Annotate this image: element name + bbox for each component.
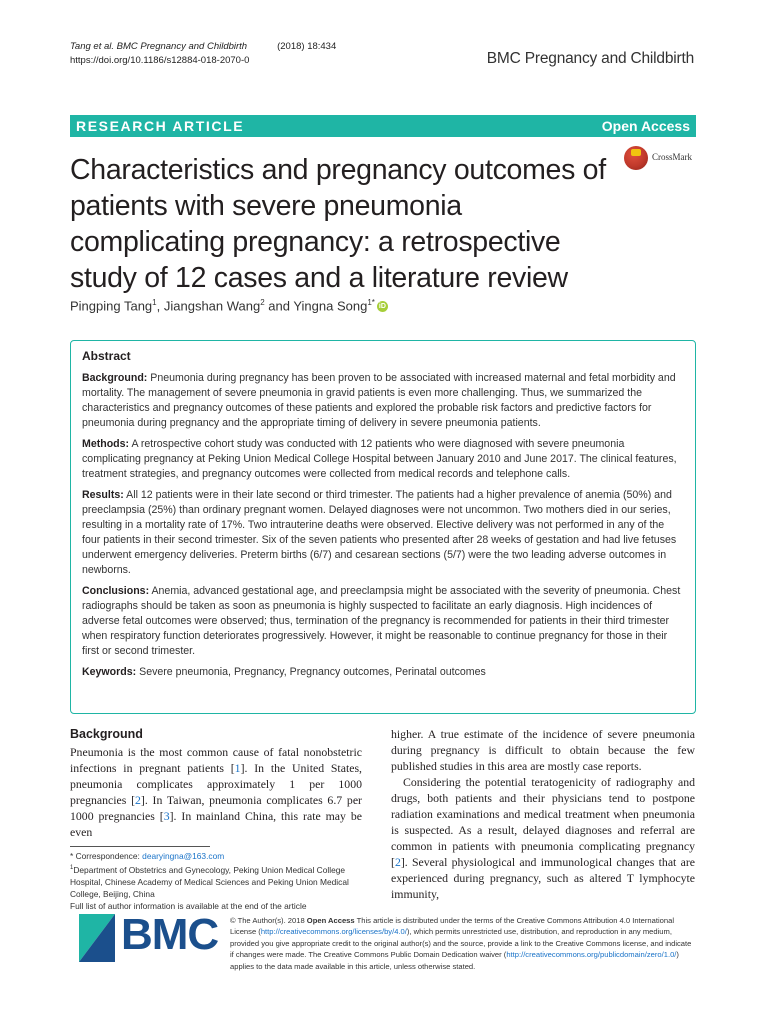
body-text: ]. In Taiwan, pneumonia complicates 6.7 per 1000 pregnancies [ [70, 793, 362, 823]
bmc-logo [79, 912, 219, 964]
author-separator: , [156, 298, 164, 314]
license-statement [230, 915, 696, 972]
article-type-banner [70, 115, 696, 137]
author-affiliation-sup: 2 [260, 298, 265, 307]
section-text: Severe pneumonia, Pregnancy, Pregnancy outcomes, Perinatal outcomes [139, 666, 486, 678]
citation-link[interactable]: 1 [234, 761, 241, 775]
abstract-keywords [82, 665, 684, 680]
author-name: Jiangshan Wang [163, 298, 261, 314]
article-type: RESEARCH ARTICLE [76, 118, 245, 134]
citation-link[interactable]: 2 [394, 855, 401, 869]
bmc-logo-icon [79, 914, 115, 962]
section-text: Anemia, advanced gestational age, and preeclampsia might be associated with the severity of pneumonia. Chest radiographs should be taken as soon as pneumonia is highly suspected to facilitate an early diagnosis. High incidences of adverse fetal outcomes were observed; thus, termination of the pregnancy is recommended for patients in their third trimester when respiratory function deteriorates progressively. However, it might be reasonable to continue pregnancy for those in their first or second trimester. [82, 585, 681, 657]
correspondence-email[interactable]: dearyingna@163.com [142, 851, 225, 861]
correspondence-label: * Correspondence: [70, 851, 143, 861]
open-access-label: Open Access [601, 118, 690, 134]
abstract-methods [82, 437, 684, 482]
body-paragraph: higher. A true estimate of the incidence of severe pneumonia during pregnancy is difficult to obtain because the few published studies in this area are mostly case reports. [391, 727, 695, 773]
section-label: Conclusions: [82, 585, 150, 597]
section-text: All 12 patients were in their late second or third trimester. The patients had a higher prevalence of anemia (50%) and preeclampsia (25%) than ordinary pregnant women. Delayed diagnoses were not uncommon. Two mothers died in our series, resulting in a mortality rate of 17%. Two intrauterine deaths were observed. Elective delivery was not performed in any of the four patients in their second trimester. Six of the seven patients who presented after 28 weeks of gestation and had live fetuses underwent emergency deliveries. Preterm births (6/7) and cesarean sections (5/7) were the two leading adverse outcomes in newborns. [82, 489, 677, 576]
body-paragraph [391, 774, 695, 902]
author-name: Yingna Song [293, 298, 368, 314]
footnote [70, 850, 370, 912]
footnote-divider [70, 846, 210, 847]
body-text: ]. In the United States, pneumonia complicates approximately 1 per 1000 pregnancies [ [70, 761, 363, 807]
body-text: ]. In mainland China, this rate may be even [70, 809, 362, 839]
bmc-logo-text: BMC [121, 910, 219, 959]
license-text: ), which permits unrestricted use, distribution, and reproduction in any medium, provided you give appropriate credit to the original author(s) and the source, provide a link to the Creative Commons license, and indicate if changes were made. The Creative Commons Public Domain Dedication waiver ( [230, 927, 692, 960]
journal-citation: Tang et al. BMC Pregnancy and Childbirth [70, 41, 248, 52]
author-name: Pingping Tang [70, 298, 153, 314]
running-header [70, 40, 336, 68]
author-affiliation-sup: 1* [367, 298, 375, 307]
section-label: Methods: [82, 438, 130, 450]
author-separator: and [264, 298, 294, 314]
crossmark-label: CrossMark [652, 152, 692, 162]
open-access-bold: Open Access [306, 916, 355, 925]
author-list [70, 298, 388, 313]
public-domain-link[interactable]: http://creativecommons.org/publicdomain/zero/1.0/ [506, 950, 677, 960]
year-volume: (2018) 18:434 [277, 41, 337, 52]
body-text: Pneumonia is the most common cause of fatal nonobstetric infections in pregnant patients [ [70, 745, 362, 775]
article-title: Characteristics and pregnancy outcomes of patients with severe pneumonia complicating pregnancy: a retrospective study of 12 cases and a literature review [70, 154, 606, 294]
section-text: Pneumonia during pregnancy has been proven to be associated with increased maternal and fetal morbidity and mortality. The management of severe pneumonia in gravid patients is even more challenging. Thus, we summarized the characteristics and pregnancy outcomes of these patients and explored the probable risk factors and predictive factors for pneumonia during pregnancy and the appropriate timing of delivery in severe pneumonia patients. [82, 372, 676, 429]
license-text: ) applies to the data made available in this article, unless otherwise stated. [230, 950, 679, 971]
body-text: ]. Several physiological and immunological changes that are experienced during pregnancy, such as altered T lymphocyte immunity, [391, 855, 695, 901]
section-label: Background: [82, 372, 148, 384]
license-link[interactable]: http://creativecommons.org/licenses/by/4.0/ [260, 927, 407, 937]
affiliation-sup: 1 [70, 865, 74, 871]
section-heading: Background [70, 727, 143, 741]
crossmark-badge[interactable] [624, 146, 706, 172]
doi-link[interactable]: https://doi.org/10.1186/s12884-018-2070-0 [70, 55, 250, 66]
section-text: A retrospective cohort study was conducted with 12 patients who were diagnosed with severe pneumonia complicating pregnancy at Peking Union Medical College Hospital between January 2010 and June 2017. The clinical features, treatment strategies, and pregnancy outcomes were collected from medical records and telephone calls. [82, 438, 677, 480]
author-affiliation-sup: 1 [152, 298, 157, 307]
body-column-left [70, 726, 362, 840]
abstract-background [82, 371, 684, 431]
affiliation-text: Department of Obstetrics and Gynecology, Peking Union Medical College Hospital, Chinese Academy of Medical Sciences and Peking Union Medical College, Beijing, China [70, 864, 349, 899]
license-text: This article is distributed under the terms of the Creative Commons Attribution 4.0 International License ( [230, 916, 675, 937]
body-text: Considering the potential teratogenicity of radiography and drugs, both patients and their physicians tend to postpone radiation examinations and medical treatment when pneumonia is suspected. As a result, delayed diagnoses and referral are common in patients with pneumonia complicating pregnancy [ [391, 775, 695, 869]
citation-link[interactable]: 3 [163, 809, 170, 823]
abstract-box [70, 340, 696, 714]
orcid-icon[interactable]: iD [378, 303, 386, 311]
journal-name: BMC Pregnancy and Childbirth [486, 50, 694, 67]
abstract-conclusions [82, 584, 684, 659]
body-paragraph [70, 744, 362, 840]
abstract-results [82, 488, 684, 578]
section-label: Results: [82, 489, 124, 501]
abstract-heading: Abstract [82, 349, 131, 363]
citation-link[interactable]: 2 [135, 793, 141, 807]
section-label: Keywords: [82, 666, 137, 678]
body-column-right [391, 726, 695, 902]
author-info-note: Full list of author information is available at the end of the article [70, 900, 307, 911]
license-text: © The Author(s). 2018 [230, 916, 307, 925]
crossmark-icon [624, 146, 648, 170]
